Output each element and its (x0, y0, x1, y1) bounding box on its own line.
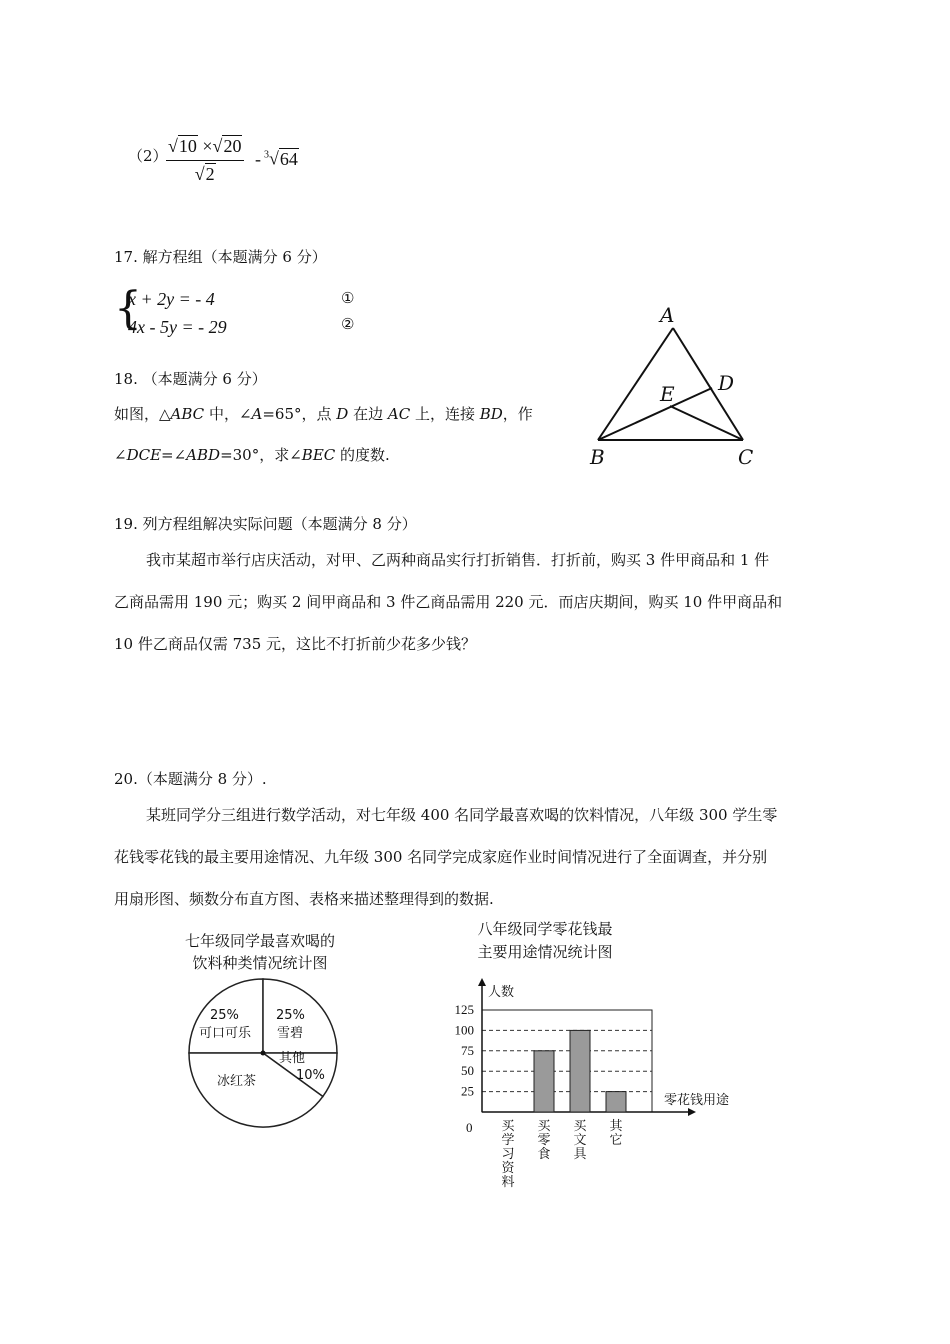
times-sign: × (202, 136, 213, 156)
label-e: E (660, 382, 675, 406)
minus-sign: - (254, 148, 261, 169)
origin-label: 0 (466, 1120, 473, 1135)
fraction: $\frac{√10 \times√20}{√2}$ (166, 136, 244, 185)
category-label-2: 具 (573, 1147, 587, 1162)
q17-mark2: ② (341, 315, 355, 333)
q17-mark1: ① (341, 289, 355, 307)
bar-chart (430, 972, 750, 1196)
sqrt-10: 10 (178, 136, 197, 156)
bar-title-line1: 八年级同学零花钱最 (477, 920, 613, 938)
pie-label-icetea: 冰红茶 (217, 1074, 257, 1089)
category-label-1: 买 (537, 1119, 551, 1134)
left-brace: { (114, 283, 142, 334)
category-label-0: 资 (501, 1161, 515, 1176)
category-label-3: 其 (609, 1119, 623, 1134)
pie-label-sprite: 雪碧 (277, 1026, 304, 1041)
q19-p2: 乙商品需用 190 元；购买 2 间甲商品和 3 件乙商品需用 220 元．而店庆期间，购买 10 件甲商品和 (114, 593, 783, 611)
pie-label-cola: 可口可乐 (199, 1026, 252, 1041)
q20-title: 20.（本题满分 8 分）. (114, 770, 267, 788)
q19-title: 19. 列方程组解决实际问题（本题满分 8 分） (114, 515, 417, 533)
category-label-0: 料 (501, 1175, 515, 1190)
pie-chart (185, 975, 345, 1135)
q19-p1: 我市某超市举行店庆活动，对甲、乙两种商品实行打折销售．打折前，购买 3 件甲商品和 1 件 (146, 551, 770, 569)
bar-1 (534, 1051, 554, 1112)
q17-system (114, 283, 374, 343)
pie-label-other: 其他 (279, 1051, 306, 1066)
pie-label-other-percent: 10% (296, 1068, 325, 1083)
q16-2-expression: $\frac{√10 \times√20}{√2}$ - $^3$√64 (168, 136, 298, 184)
y-tick-label-25: 25 (461, 1083, 474, 1099)
q18-title: 18. （本题满分 6 分） (114, 370, 267, 388)
y-tick-label-75: 75 (461, 1042, 474, 1058)
pie-title-line1: 七年级同学最喜欢喝的 (184, 932, 335, 950)
y-tick-label-125: 125 (454, 1002, 474, 1017)
cube-root-64: 64 (279, 148, 298, 169)
sqrt-2: 2 (205, 164, 215, 184)
label-d: D (718, 371, 735, 395)
q17-eq2: 4x - 5y = - 29 (128, 317, 227, 337)
sqrt-20: 20 (223, 136, 242, 156)
category-label-0: 习 (501, 1147, 515, 1162)
pie-label-sprite-percent: 25% (276, 1008, 305, 1023)
category-label-0: 学 (501, 1133, 515, 1148)
y-axis-arrow-icon (478, 978, 486, 986)
category-label-3: 它 (609, 1133, 623, 1148)
category-label-2: 买 (573, 1119, 587, 1134)
pie-title-line2: 饮料种类情况统计图 (192, 954, 328, 972)
q18-line2: ∠DCE=∠ABD=30°，求∠BEC 的度数. (114, 446, 390, 464)
label-c: C (738, 445, 754, 469)
y-tick-label-50: 50 (461, 1063, 474, 1079)
q16-2-label: （2） (128, 147, 168, 165)
pie-label-cola-percent: 25% (210, 1008, 239, 1023)
q20-p3: 用扇形图、频数分布直方图、表格来描述整理得到的数据. (114, 890, 494, 908)
label-a: A (660, 303, 675, 327)
bar-2 (570, 1030, 590, 1112)
y-axis-label: 人数 (488, 985, 515, 1000)
x-axis-label: 零花钱用途 (664, 1093, 730, 1108)
x-axis-arrow-icon (688, 1108, 696, 1116)
q20-p1: 某班同学分三组进行数学活动，对七年级 400 名同学最喜欢喝的饮料情况，八年级 300 学生零 (146, 806, 778, 824)
q17-title: 17. 解方程组（本题满分 6 分） (114, 248, 327, 266)
pie-center-dot (261, 1051, 266, 1056)
cube-index: 3 (263, 149, 269, 161)
q19-p3: 10 件乙商品仅需 735 元，这比不打折前少花多少钱？ (114, 635, 477, 653)
bar-title-line2: 主要用途情况统计图 (477, 943, 613, 961)
bar-3 (606, 1092, 626, 1112)
triangle-figure (580, 298, 770, 470)
bar-chart-title (445, 918, 645, 964)
category-label-1: 零 (537, 1133, 551, 1148)
category-label-2: 文 (573, 1133, 587, 1148)
q17-eq1: x + 2y = - 4 (128, 289, 215, 309)
q20-p2: 花钱零花钱的最主要用途情况、九年级 300 名同学完成家庭作业时间情况进行了全面调查，并分别 (114, 848, 768, 866)
category-label-1: 食 (537, 1147, 551, 1162)
category-label-0: 买 (501, 1119, 515, 1134)
y-tick-label-100: 100 (454, 1022, 474, 1038)
q18-line1: 如图，△ABC 中，∠A=65°，点 D 在边 AC 上，连接 BD，作 (114, 405, 533, 423)
pie-chart-title (150, 930, 370, 974)
label-b: B (590, 445, 605, 469)
